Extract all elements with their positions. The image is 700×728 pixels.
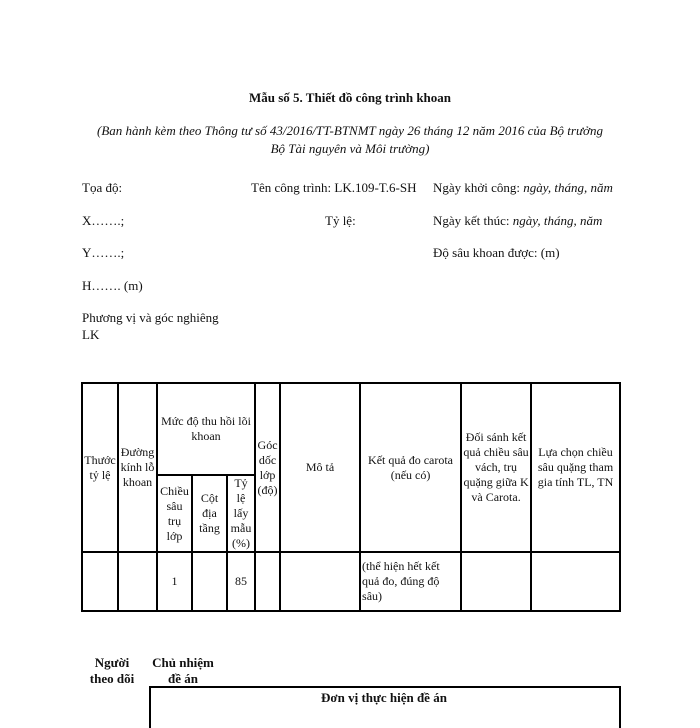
header-duong-kinh: Đường kính lỗ khoan xyxy=(118,383,157,552)
ngay-khoi-cong-label: Ngày khởi công: xyxy=(433,180,524,195)
cell-cot-dia-tang xyxy=(192,552,227,611)
cell-ty-le: 85 xyxy=(227,552,255,611)
header-ket-qua-do: Kết quả đo carota (nếu có) xyxy=(360,383,461,552)
y-coordinate: Y…….; xyxy=(82,245,125,260)
ngay-khoi-cong-value: ngày, tháng, năm xyxy=(523,180,613,195)
h-elevation: H……. (m) xyxy=(82,278,143,293)
header-mo-ta: Mô tả xyxy=(280,383,360,552)
nguoi-theo-doi: Người theo dõi xyxy=(89,655,135,686)
chu-nhiem-de-an: Chủ nhiệm đề án xyxy=(152,655,214,686)
cell-duong-kinh xyxy=(118,552,157,611)
do-sau-khoan: Độ sâu khoan được: (m) xyxy=(433,245,560,260)
cell-lua-chon xyxy=(531,552,620,611)
document-title: Mẫu số 5. Thiết đồ công trình khoan xyxy=(248,90,452,105)
ngay-ket-thuc-value: ngày, tháng, năm xyxy=(512,213,603,228)
phuong-vi-label: Phương vị và góc nghiêng xyxy=(82,310,219,325)
toa-do-label: Tọa độ: xyxy=(82,180,123,195)
cell-chieu-sau: 1 xyxy=(157,552,192,611)
header-doi-sanh: Đối sánh kết quả chiều sâu vách, trụ quặng giữa K và Carota. xyxy=(461,383,531,552)
phuong-vi-lk: LK xyxy=(82,327,100,342)
table-row xyxy=(82,552,620,611)
cell-thuoc-ty-le xyxy=(82,552,118,611)
x-coordinate: X…….; xyxy=(82,213,125,228)
signature-box-text: Đơn vị thực hiện đề án xyxy=(321,690,447,705)
ngay-khoi-cong xyxy=(433,180,613,196)
header-thuoc-ty-le: Thước tỷ lệ xyxy=(82,383,118,552)
ngay-ket-thuc xyxy=(433,213,602,229)
cell-doi-sanh xyxy=(461,552,531,611)
subheader-chieu-sau: Chiều sâu trụ lớp xyxy=(157,475,192,552)
cell-goc-doc xyxy=(255,552,280,611)
subheader-cot-dia-tang: Cột địa tầng xyxy=(192,475,227,552)
header-muc-do-thu-hoi: Mức độ thu hồi lõi khoan xyxy=(157,383,255,475)
subheader-ty-le-lay-mau: Tỷ lệ lấy mẫu (%) xyxy=(227,475,255,552)
table-header-row xyxy=(82,383,620,475)
ty-le-label: Tỷ lệ: xyxy=(325,213,356,228)
document-subtitle: (Ban hành kèm theo Thông tư số 43/2016/TT-BTNMT ngày 26 tháng 12 năm 2016 của Bộ trưởng Bộ Tài nguyên và Môi trường) xyxy=(97,123,603,156)
cell-ket-qua-do: (thể hiện hết kết quả đo, đúng độ sâu) xyxy=(360,552,461,611)
cell-mo-ta xyxy=(280,552,360,611)
ten-cong-trinh: Tên công trình: LK.109-T.6-SH xyxy=(251,180,417,195)
header-lua-chon: Lựa chọn chiều sâu quặng tham gia tính TL, TN xyxy=(531,383,620,552)
drill-log-table xyxy=(81,382,621,612)
header-goc-doc: Góc dốc lớp (độ) xyxy=(255,383,280,552)
ngay-ket-thuc-label: Ngày kết thúc: xyxy=(433,213,513,228)
